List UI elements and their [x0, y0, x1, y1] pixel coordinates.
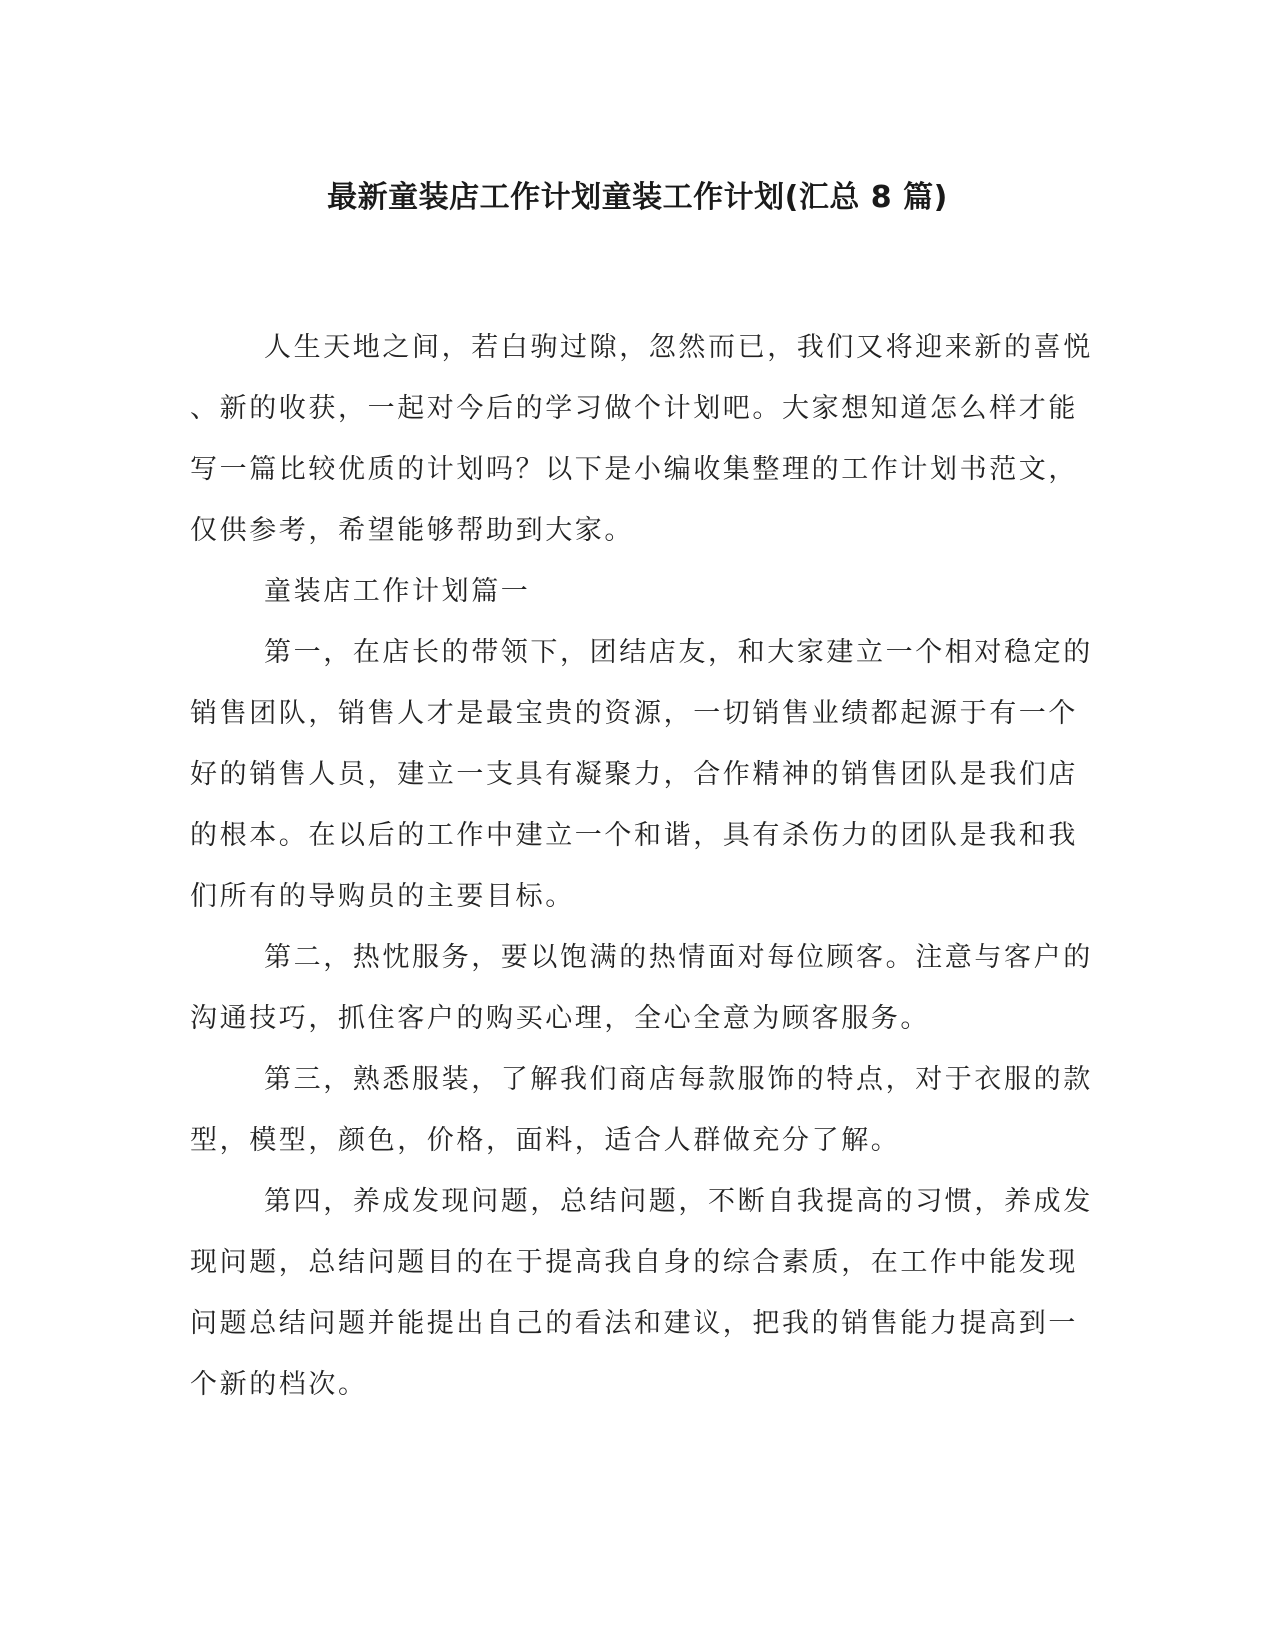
paragraph-line: 写一篇比较优质的计划吗？以下是小编收集整理的工作计划书范文，	[190, 454, 1078, 485]
paragraph-line: 问题总结问题并能提出自己的看法和建议，把我的销售能力提高到一	[190, 1308, 1078, 1339]
paragraph-line: 的根本。在以后的工作中建立一个和谐，具有杀伤力的团队是我和我	[190, 820, 1078, 851]
paragraph-line: 现问题，总结问题目的在于提高我自身的综合素质，在工作中能发现	[190, 1247, 1078, 1278]
paragraph-line: 第三，熟悉服装，了解我们商店每款服饰的特点，对于衣服的款	[264, 1064, 1093, 1095]
section-heading: 童装店工作计划篇一	[264, 576, 531, 607]
paragraph-line: 们所有的导购员的主要目标。	[190, 881, 575, 912]
document-title: 最新童装店工作计划童装工作计划(汇总 8 篇)	[327, 180, 948, 215]
paragraph-line: 第四，养成发现问题，总结问题，不断自我提高的习惯，养成发	[264, 1186, 1093, 1217]
paragraph-line: 沟通技巧，抓住客户的购买心理，全心全意为顾客服务。	[190, 1003, 930, 1034]
document-body	[190, 317, 1093, 1415]
paragraph-line: 第二，热忱服务，要以饱满的热情面对每位顾客。注意与客户的	[264, 942, 1093, 973]
paragraph-line: 、新的收获，一起对今后的学习做个计划吧。大家想知道怎么样才能	[190, 393, 1078, 424]
paragraph-line: 第一，在店长的带领下，团结店友，和大家建立一个相对稳定的	[264, 637, 1093, 668]
paragraph-line: 人生天地之间，若白驹过隙，忽然而已，我们又将迎来新的喜悦	[264, 332, 1093, 363]
paragraph-line: 销售团队，销售人才是最宝贵的资源，一切销售业绩都起源于有一个	[190, 698, 1078, 729]
paragraph-line: 个新的档次。	[190, 1369, 368, 1400]
paragraph-line: 仅供参考，希望能够帮助到大家。	[190, 515, 634, 546]
paragraph-line: 好的销售人员，建立一支具有凝聚力，合作精神的销售团队是我们店	[190, 759, 1078, 790]
paragraph-line: 型，模型，颜色，价格，面料，适合人群做充分了解。	[190, 1125, 901, 1156]
